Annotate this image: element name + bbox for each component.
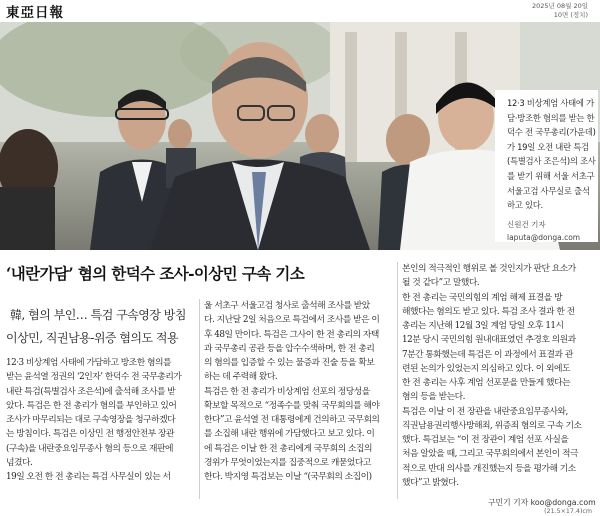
article-column-1 [6,356,195,484]
caption-line: (특별검사 조은석)의 조사 [507,156,596,167]
body-line: 련된 논의가 있었는지 의심하고 있다. 이 외에도 [402,363,571,374]
masthead [0,0,600,22]
column-divider [199,299,200,499]
body-line: 조사가 마무리되는 대로 구속영장을 청구하겠다 [6,415,176,425]
body-line: (구속)을 내란중요임무종사 혐의 등으로 재판에 [6,443,174,454]
body-line: 한 전 총리는 국민의힘의 계엄 해제 표결을 방 [402,292,563,303]
body-line: 특검은 한 전 총리가 비상계엄 선포의 정당성을 [204,386,370,397]
photo-caption [507,96,597,213]
body-line: 다. 지난달 2일 처음으로 특검에서 조사를 받은 이 [204,315,380,326]
photo-credit-email: laputa@donga.com [507,233,581,242]
caption-line: 를 받기 위해 서울 서초구 [507,170,595,181]
body-line: 았다. 특검은 한 전 총리가 혐의를 부인하고 있어 [6,400,177,411]
article-headline: ‘내란가담’ 혐의 한덕수 조사-이상민 구속 기소 [6,264,305,283]
issue-date-text: 2025년 08월 20일 [531,2,588,10]
body-line: 한 전 총리는 사후 계엄 선포문을 만들게 했다는 [402,378,571,388]
article-byline: 구민기 기자 koo@donga.com [488,498,596,507]
article-column-2 [204,299,394,484]
body-line: 울 서초구 서울고검 청사로 출석해 조사를 받았 [204,301,370,311]
caption-line: 담·방조한 혐의를 받는 한 [507,112,595,123]
caption-line: 덕수 전 국무총리(가운데) [507,127,596,138]
article-column-3 [402,262,596,490]
body-line: 한다”고 윤석열 전 대통령에게 건의하고 국무회의 [204,415,380,425]
caption-line: 하고 있다. [507,200,543,211]
body-line: 처음 알았을 때, 그리고 국무회의에서 본인이 적극 [402,449,579,460]
caption-line: 12·3 비상계엄 사태에 가 [507,98,594,108]
body-line: 내란 특검(특별검사 조은석)에 출석해 조사를 받 [6,386,176,397]
article-subheadline-2: 이상민, 직권남용-위증 혐의도 적용 [6,331,179,345]
caption-line: 서울고검 사무실로 출석 [507,185,590,196]
body-line: 경위가 무엇이었는지를 집중적으로 캐묻었다고 [204,457,371,468]
body-line: 총리는 지난해 12월 3일 계엄 당일 오후 11시 [402,321,564,331]
body-line: 19일 오전 한 전 총리는 특검 사무실이 있는 서 [6,472,171,482]
body-line: 하는 데 주력해 왔다. [204,372,278,383]
body-line: 의 혐의를 입증할 수 있는 물증과 진술 등을 확보 [204,358,375,368]
body-line: 후 48일 만이다. 특검은 그사이 한 전 총리의 자택 [204,329,379,340]
body-line: 될 것 같다”고 말했다. [402,278,480,289]
body-line: 받는 윤석열 정권의 ‘2인자’ 한덕수 전 국무총리가 [6,372,182,383]
body-line: 본인의 적극적인 행위로 볼 것인지가 판단 요소가 [402,264,576,274]
article-subheadline-1: 韓, 혐의 부인… 특검 구속영장 방침 [10,308,186,322]
body-line: 혐의 등을 받는다. [402,392,465,403]
column-divider [397,262,398,499]
newspaper-logo: 東亞日報 [6,5,64,21]
body-line: 확보할 목적으로 “정족수를 맞춰 국무회의를 해야 [204,400,380,411]
body-line: 7분간 통화했는데 특검은 이 과정에서 표결과 관 [402,349,573,360]
photo-credit: 신원건 기자 [507,220,546,229]
body-line: 직권남용권리행사방해죄, 위증죄 혐의로 구속 기소 [402,420,582,431]
page-number: 10면 (정치) [553,10,588,19]
body-line: 했다. 특검보는 “이 전 장관이 계엄 선포 사실을 [402,435,569,445]
body-line: 12·3 비상계엄 사태에 가담하고 방조한 혐의를 [6,358,172,368]
body-line: 를 소집해 내란 행위에 가담했다고 보고 있다. 이 [204,429,375,440]
body-line: 는 방침이다. 특검은 이상민 전 행정안전부 장관 [6,429,175,440]
body-line: 해했다는 혐의도 받고 있다. 특검 조사 결과 한 전 [402,306,575,317]
body-line: 과 국무총리 공관 등을 압수수색하며, 한 전 총리 [204,343,375,354]
body-line: 12분 당시 국민의힘 원내대표였던 추경호 의원과 [402,335,576,346]
body-line: 했다”고 밝혔다. [402,477,459,488]
body-line: 한다. 박지영 특검보는 이날 “(국무회의 소집이) [204,472,372,482]
body-line: 적으로 반대 의사를 개진했는지 등을 평가해 기소 [402,463,576,474]
body-line: 특검은 이날 이 전 장관을 내란중요임무종사와, [402,406,568,417]
clipping-size-note: (21.5×17.4)cm [544,508,592,515]
issue-date [532,2,588,19]
body-line: 에 특검은 이날 한 전 총리에게 국무회의 소집의 [204,443,373,454]
caption-line: 가 19일 오전 내란 특검 [507,141,589,152]
body-line: 넘겼다. [6,457,33,468]
